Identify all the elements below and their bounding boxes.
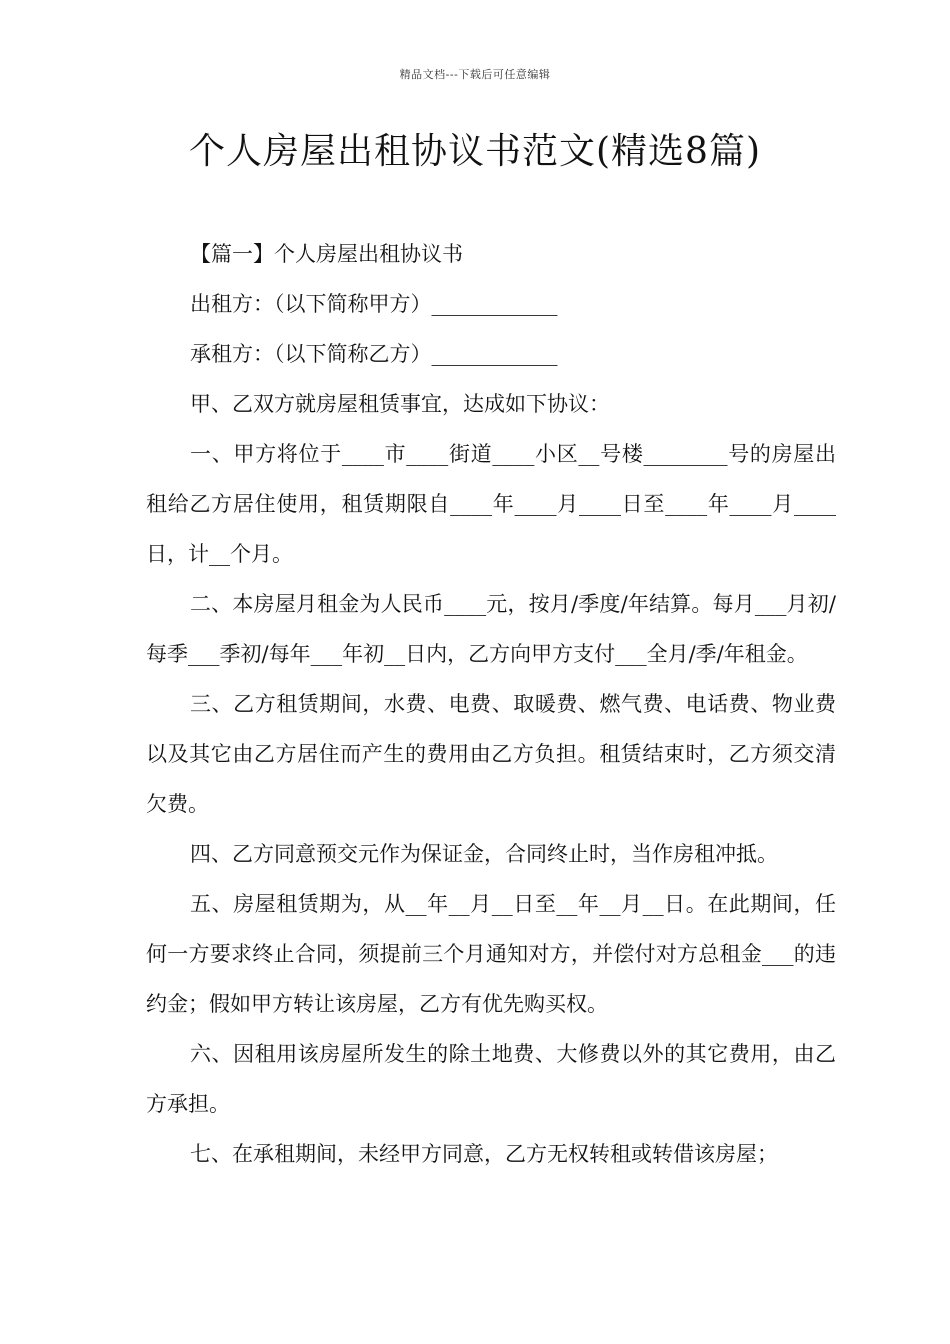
clause-5: 五、房屋租赁期为，从__年__月__日至__年__月__日。在此期间，任何一方要求终止合同，须提前三个月通知对方，并偿付对方总租金___的违约金；假如甲方转让该房屋，乙方有优先购买权。: [146, 892, 836, 1016]
clause-4: 四、乙方同意预交元作为保证金，合同终止时，当作房租冲抵。: [190, 842, 778, 866]
clause-3: 三、乙方租赁期间，水费、电费、取暖费、燃气费、电话费、物业费以及其它由乙方居住而产生的费用由乙方负担。租赁结束时，乙方须交清欠费。: [146, 692, 836, 816]
clause-2: 二、本房屋月租金为人民币____元，按月/季度/年结算。每月___月初/每季___季初/每年___年初__日内，乙方向甲方支付___全月/季/年租金。: [146, 592, 836, 666]
document-body: [146, 229, 836, 1179]
document-title: 个人房屋出租协议书范文(精选8篇): [189, 131, 761, 172]
clause-1: 一、甲方将位于____市____街道____小区__号楼________号的房屋出租给乙方居住使用，租赁期限自____年____月____日至____年____月____日，计__个月。: [146, 442, 836, 566]
header-note: 精品文档---下载后可任意编辑: [399, 68, 551, 81]
clause-7: 七、在承租期间，未经甲方同意，乙方无权转租或转借该房屋；: [190, 1142, 778, 1166]
section-heading: 【篇一】个人房屋出租协议书: [190, 242, 463, 266]
agreement-intro: 甲、乙双方就房屋租赁事宜，达成如下协议：: [190, 392, 610, 416]
clause-6: 六、因租用该房屋所发生的除土地费、大修费以外的其它费用，由乙方承担。: [146, 1042, 836, 1116]
lessee-line: 承租方：（以下简称乙方）____________: [190, 342, 558, 366]
lessor-line: 出租方：（以下简称甲方）____________: [190, 292, 558, 316]
